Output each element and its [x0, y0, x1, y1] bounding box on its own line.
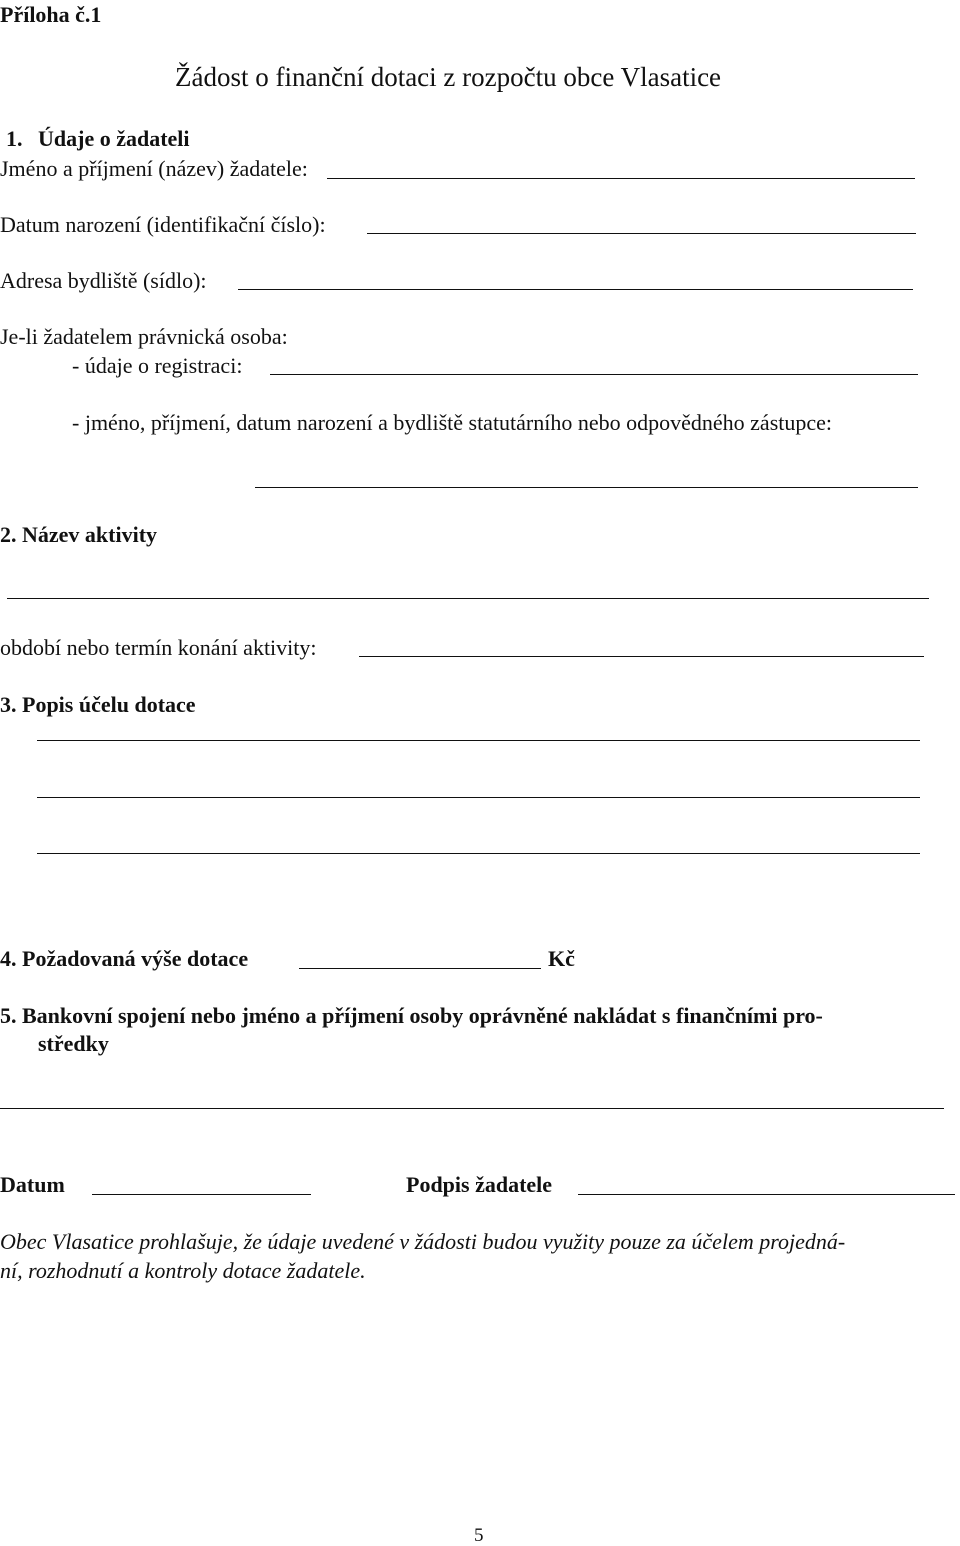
applicant-name-line[interactable] [327, 178, 915, 179]
purpose-line-3[interactable] [37, 853, 920, 854]
activity-period-line[interactable] [359, 656, 924, 657]
section4-heading: 4. Požadovaná výše dotace [0, 946, 249, 971]
bank-details-line[interactable] [0, 1108, 944, 1109]
signature-label: Podpis žadatele [406, 1172, 553, 1197]
declaration-line-2: ní, rozhodnutí a kontroly dotace žadatele. [0, 1258, 366, 1283]
activity-name-line[interactable] [7, 598, 929, 599]
purpose-line-2[interactable] [37, 797, 920, 798]
page-number: 5 [474, 1525, 484, 1546]
applicant-name-label: Jméno a příjmení (název) žadatele: [0, 156, 308, 181]
activity-period-label: období nebo termín konání aktivity: [0, 635, 317, 660]
date-label: Datum [0, 1172, 65, 1197]
declaration-line-1: Obec Vlasatice prohlašuje, že údaje uvedené v žádosti budou využity pouze za účelem projedná- [0, 1229, 846, 1254]
amount-line[interactable] [299, 968, 541, 969]
section1-number: 1. [6, 126, 23, 151]
section5-heading: 5. Bankovní spojení nebo jméno a příjmení osoby oprávněné nakládat s finančními pro- [0, 1003, 823, 1028]
section2-heading: 2. Název aktivity [0, 522, 158, 547]
section1-heading: Údaje o žadateli [38, 126, 190, 151]
page-title: Žádost o finanční dotaci z rozpočtu obce Vlasatice [175, 62, 722, 92]
annex-label: Příloha č.1 [0, 2, 102, 27]
date-line[interactable] [92, 1194, 311, 1195]
signature-line[interactable] [578, 1194, 955, 1195]
section5-heading-continuation: středky [38, 1031, 109, 1056]
birth-date-label: Datum narození (identifikační číslo): [0, 212, 326, 237]
birth-date-line[interactable] [367, 233, 916, 234]
currency-label: Kč [548, 946, 575, 971]
registration-line[interactable] [270, 374, 918, 375]
address-line[interactable] [238, 289, 913, 290]
address-label: Adresa bydliště (sídlo): [0, 268, 207, 293]
section3-heading: 3. Popis účelu dotace [0, 692, 196, 717]
purpose-line-1[interactable] [37, 740, 920, 741]
representative-label: - jméno, příjmení, datum narození a bydliště statutárního nebo odpovědného zástupce: [72, 410, 833, 435]
legal-entity-label: Je-li žadatelem právnická osoba: [0, 324, 288, 349]
registration-label: - údaje o registraci: [72, 353, 243, 378]
representative-line[interactable] [255, 487, 918, 488]
